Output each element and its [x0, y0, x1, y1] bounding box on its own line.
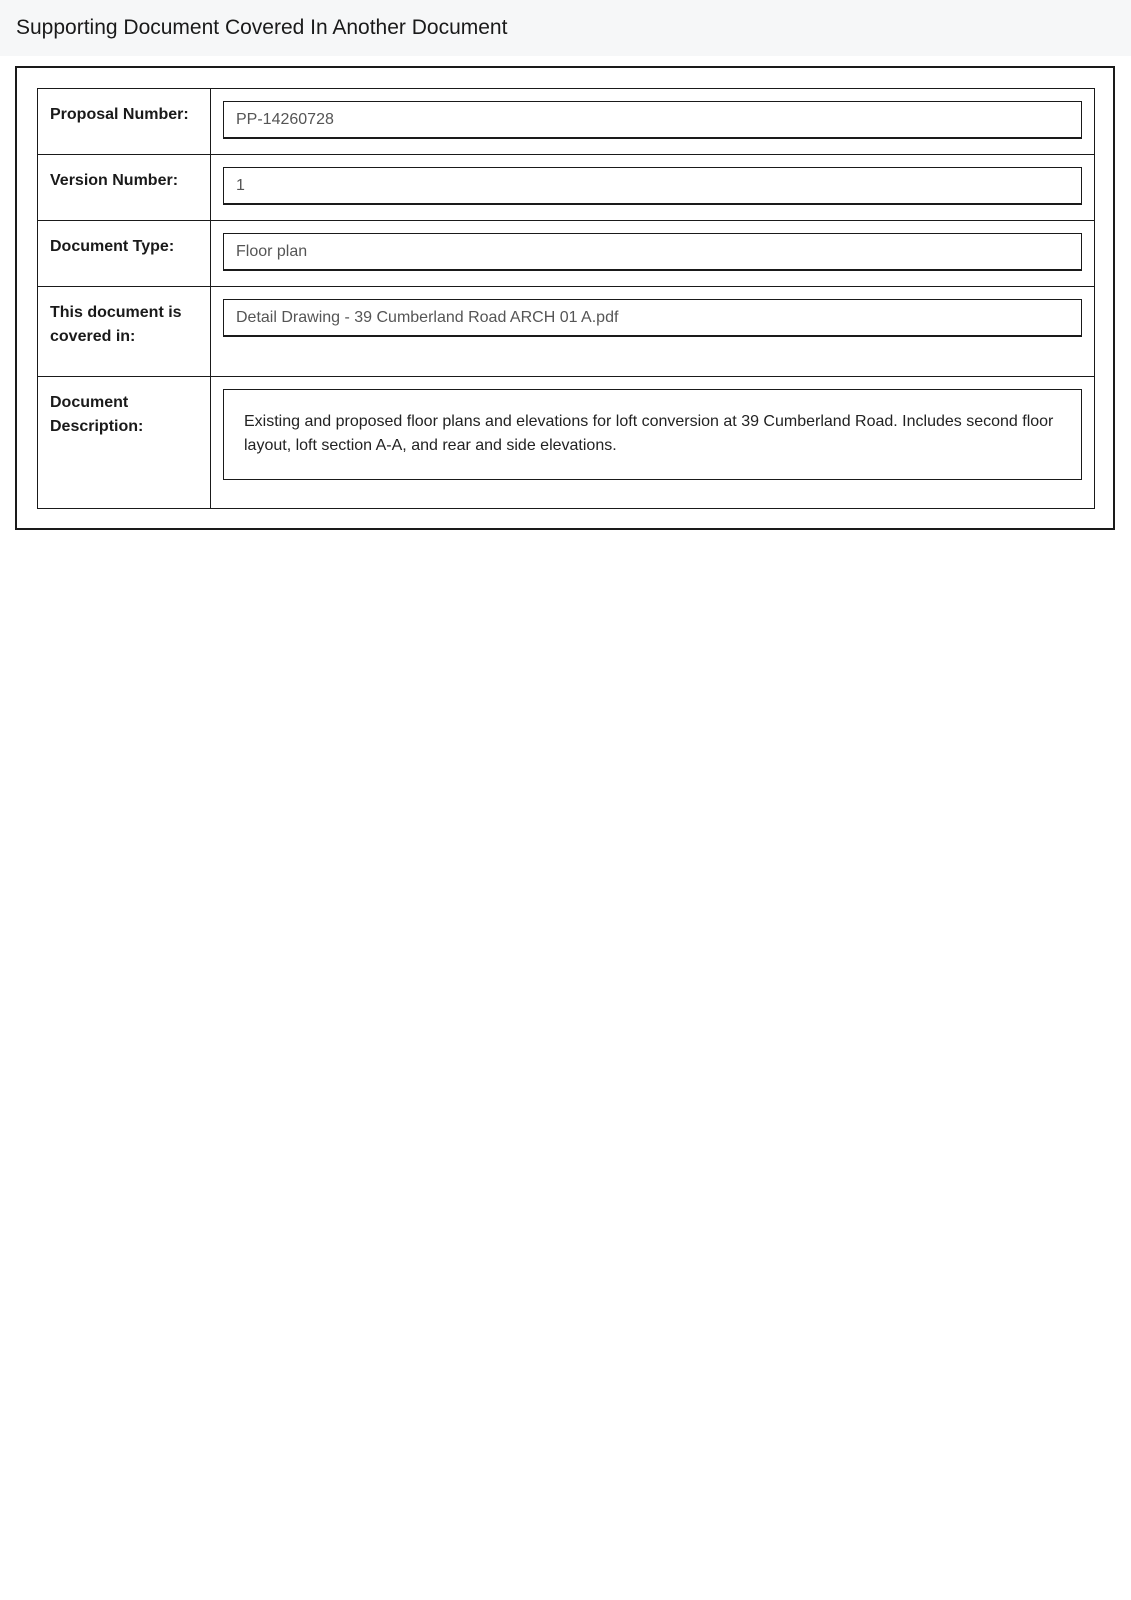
covered-in-cell — [211, 287, 1095, 377]
version-number-field[interactable]: 1 — [223, 167, 1082, 205]
document-type-cell — [211, 221, 1095, 287]
version-number-label: Version Number: — [38, 155, 211, 221]
document-description-row — [38, 377, 1095, 509]
document-description-cell — [211, 377, 1095, 509]
page-header — [0, 0, 1131, 56]
document-details-table — [37, 88, 1095, 509]
proposal-number-label: Proposal Number: — [38, 89, 211, 155]
document-type-row — [38, 221, 1095, 287]
version-number-row — [38, 155, 1095, 221]
covered-in-field[interactable]: Detail Drawing - 39 Cumberland Road ARCH 01 A.pdf — [223, 299, 1082, 337]
proposal-number-row — [38, 89, 1095, 155]
page-title: Supporting Document Covered In Another Document — [16, 16, 508, 39]
document-type-label: Document Type: — [38, 221, 211, 287]
document-description-field[interactable]: Existing and proposed floor plans and elevations for loft conversion at 39 Cumberland Road. Includes second floor layout, loft section A-A, and rear and side elevations. — [223, 389, 1082, 480]
document-form-frame — [15, 66, 1115, 530]
version-number-cell — [211, 155, 1095, 221]
document-type-field[interactable]: Floor plan — [223, 233, 1082, 271]
covered-in-row — [38, 287, 1095, 377]
document-description-label: Document Description: — [38, 377, 211, 509]
proposal-number-cell — [211, 89, 1095, 155]
covered-in-label: This document is covered in: — [38, 287, 211, 377]
proposal-number-field[interactable]: PP-14260728 — [223, 101, 1082, 139]
